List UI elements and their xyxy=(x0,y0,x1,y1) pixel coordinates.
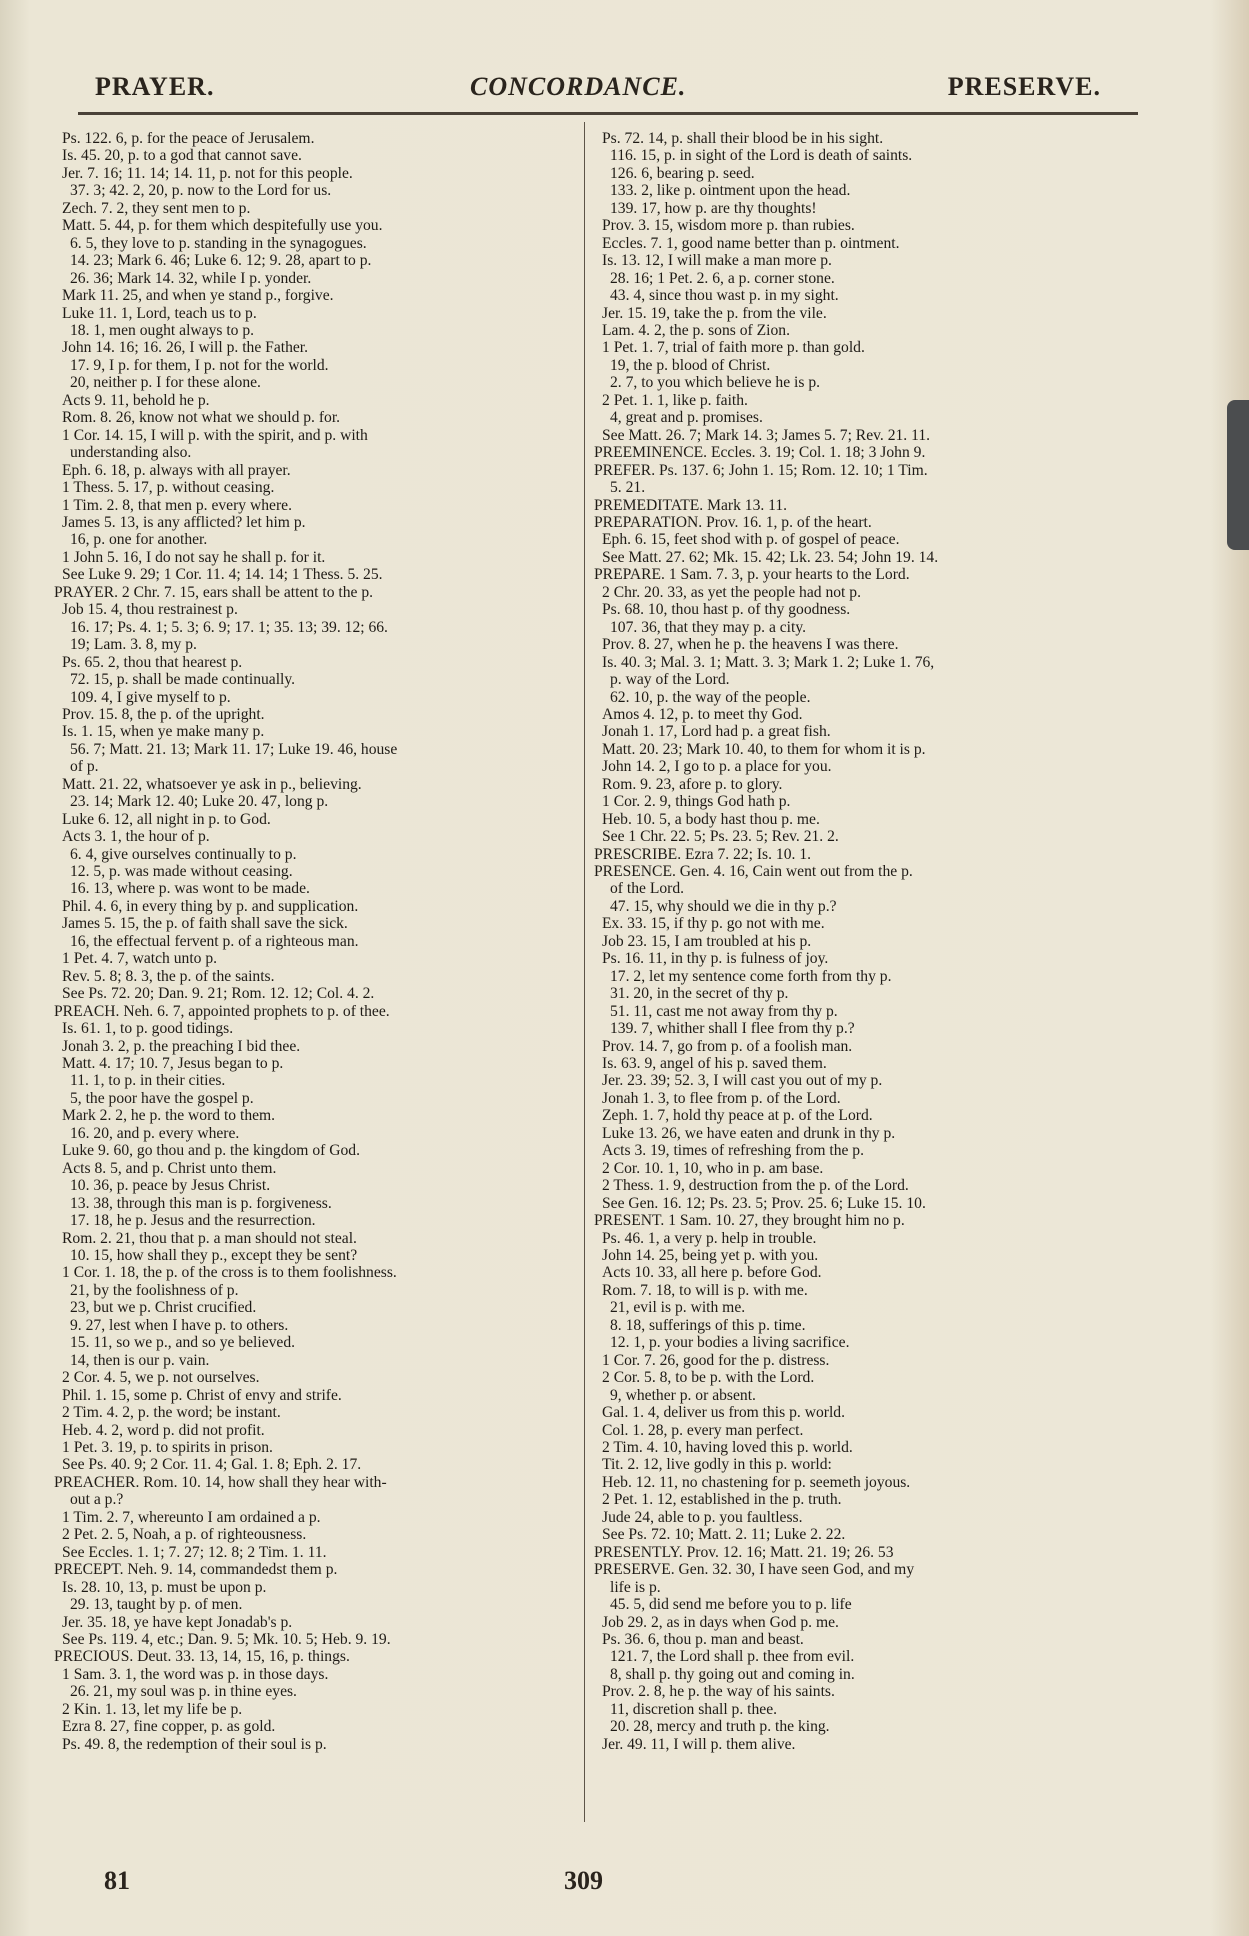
reference-line: 18. 1, men ought always to p. xyxy=(70,321,255,339)
reference-line: 26. 36; Mark 14. 32, while I p. yonder. xyxy=(70,269,312,287)
reference-line: 43. 4, since thou wast p. in my sight. xyxy=(610,287,839,305)
reference-line: Ex. 33. 15, if thy p. go not with me. xyxy=(602,915,825,933)
reference-line: 121. 7, the Lord shall p. thee from evil. xyxy=(610,1648,855,1666)
reference-line: Prov. 15. 8, the p. of the upright. xyxy=(62,705,265,723)
reference-line: See Matt. 26. 7; Mark 14. 3; James 5. 7; Rev. 21. 11. xyxy=(602,426,931,444)
reference-line: 8, shall p. thy going out and coming in. xyxy=(610,1665,855,1683)
reference-line: 1 Thess. 5. 17, p. without ceasing. xyxy=(62,479,275,497)
reference-line: understanding also. xyxy=(70,444,192,462)
reference-line: See Ps. 72. 20; Dan. 9. 21; Rom. 12. 12; Col. 4. 2. xyxy=(62,985,375,1003)
reference-line: 9. 27, lest when I have p. to others. xyxy=(70,1316,289,1334)
thumb-index-tab xyxy=(1227,400,1249,550)
reference-line: 8. 18, sufferings of this p. time. xyxy=(610,1316,806,1334)
reference-line: Jer. 15. 19, take the p. from the vile. xyxy=(602,304,827,322)
reference-line: 5, the poor have the gospel p. xyxy=(70,1089,254,1107)
reference-line: 20. 28, mercy and truth p. the king. xyxy=(610,1718,830,1736)
reference-line: Heb. 10. 5, a body hast thou p. me. xyxy=(602,810,820,828)
left-column xyxy=(54,130,564,1830)
reference-line: of the Lord. xyxy=(610,880,685,898)
reference-line: 1 John 5. 16, I do not say he shall p. for it. xyxy=(62,548,326,566)
reference-line: 19; Lam. 3. 8, my p. xyxy=(70,636,197,654)
headword-entry: PRECIOUS. Deut. 33. 13, 14, 15, 16, p. things. xyxy=(54,1648,350,1666)
reference-line: Jonah 1. 17, Lord had p. a great fish. xyxy=(602,723,831,741)
reference-line: 13. 38, through this man is p. forgiveness. xyxy=(70,1194,332,1212)
reference-line: John 14. 16; 16. 26, I will p. the Father. xyxy=(62,339,309,357)
reference-line: Phil. 1. 15, some p. Christ of envy and strife. xyxy=(62,1386,342,1404)
reference-line: 133. 2, like p. ointment upon the head. xyxy=(610,182,851,200)
reference-line: 15. 11, so we p., and so ye believed. xyxy=(70,1334,296,1352)
reference-line: Eccles. 7. 1, good name better than p. ointment. xyxy=(602,234,900,252)
reference-line: 31. 20, in the secret of thy p. xyxy=(610,985,789,1003)
reference-line: 1 Cor. 14. 15, I will p. with the spirit, and p. with xyxy=(62,426,368,444)
reference-line: Job 23. 15, I am troubled at his p. xyxy=(602,932,812,950)
reference-line: 16. 20, and p. every where. xyxy=(70,1124,240,1142)
reference-line: 6. 5, they love to p. standing in the synagogues. xyxy=(70,234,367,252)
reference-line: 51. 11, cast me not away from thy p. xyxy=(610,1002,838,1020)
reference-line: Is. 1. 15, when ye make many p. xyxy=(62,723,265,741)
reference-line: Is. 40. 3; Mal. 3. 1; Matt. 3. 3; Mark 1. 2; Luke 1. 76, xyxy=(602,653,935,671)
reference-line: Luke 13. 26, we have eaten and drunk in thy p. xyxy=(602,1124,896,1142)
reference-line: See Gen. 16. 12; Ps. 23. 5; Prov. 25. 6; Luke 15. 10. xyxy=(602,1194,926,1212)
reference-line: Is. 13. 12, I will make a man more p. xyxy=(602,252,832,270)
reference-line: 21, evil is p. with me. xyxy=(610,1299,746,1317)
header-left-guideword: PRAYER. xyxy=(95,72,215,101)
reference-line: 11. 1, to p. in their cities. xyxy=(70,1072,226,1090)
reference-line: See Luke 9. 29; 1 Cor. 11. 4; 14. 14; 1 Thess. 5. 25. xyxy=(62,566,383,584)
reference-line: 2. 7, to you which believe he is p. xyxy=(610,374,821,392)
reference-line: Lam. 4. 2, the p. sons of Zion. xyxy=(602,321,790,339)
reference-line: Rom. 8. 26, know not what we should p. for. xyxy=(62,409,341,427)
reference-line: Prov. 14. 7, go from p. of a foolish man. xyxy=(602,1037,853,1055)
reference-line: 12. 5, p. was made without ceasing. xyxy=(70,863,293,881)
reference-line: of p. xyxy=(70,758,99,776)
reference-line: 10. 36, p. peace by Jesus Christ. xyxy=(70,1177,271,1195)
reference-line: 14. 23; Mark 6. 46; Luke 6. 12; 9. 28, apart to p. xyxy=(70,252,372,270)
reference-line: 56. 7; Matt. 21. 13; Mark 11. 17; Luke 19. 46, house xyxy=(70,740,398,758)
reference-line: 45. 5, did send me before you to p. life xyxy=(610,1596,852,1614)
reference-line: 1 Sam. 3. 1, the word was p. in those days. xyxy=(62,1665,329,1683)
signature-number: 81 xyxy=(104,1866,130,1895)
reference-line: 47. 15, why should we die in thy p.? xyxy=(610,897,837,915)
reference-line: Matt. 20. 23; Mark 10. 40, to them for whom it is p. xyxy=(602,740,926,758)
reference-line: 1 Tim. 2. 7, whereunto I am ordained a p. xyxy=(62,1508,321,1526)
reference-line: 2 Cor. 10. 1, 10, who in p. am base. xyxy=(602,1159,824,1177)
reference-line: 2 Kin. 1. 13, let my life be p. xyxy=(62,1700,243,1718)
reference-line: 2 Cor. 4. 5, we p. not ourselves. xyxy=(62,1369,260,1387)
reference-line: 1 Cor. 7. 26, good for the p. distress. xyxy=(602,1351,830,1369)
reference-line: Prov. 8. 27, when he p. the heavens I was there. xyxy=(602,636,899,654)
reference-line: Is. 63. 9, angel of his p. saved them. xyxy=(602,1055,827,1073)
reference-line: Jonah 3. 2, p. the preaching I bid thee. xyxy=(62,1037,301,1055)
reference-line: 16. 17; Ps. 4. 1; 5. 3; 6. 9; 17. 1; 35. 13; 39. 12; 66. xyxy=(70,618,388,636)
reference-line: 2 Thess. 1. 9, destruction from the p. of the Lord. xyxy=(602,1177,909,1195)
reference-line: Acts 10. 33, all here p. before God. xyxy=(602,1264,822,1282)
reference-line: Acts 3. 1, the hour of p. xyxy=(62,828,210,846)
reference-line: Is. 28. 10, 13, p. must be upon p. xyxy=(62,1578,267,1596)
reference-line: 2 Tim. 4. 2, p. the word; be instant. xyxy=(62,1404,281,1422)
reference-line: p. way of the Lord. xyxy=(610,671,730,689)
reference-line: See Matt. 27. 62; Mk. 15. 42; Lk. 23. 54; John 19. 14. xyxy=(602,548,939,566)
reference-line: Ps. 16. 11, in thy p. is fulness of joy. xyxy=(602,950,829,968)
reference-line: 1 Pet. 1. 7, trial of faith more p. than gold. xyxy=(602,339,865,357)
reference-line: See 1 Chr. 22. 5; Ps. 23. 5; Rev. 21. 2. xyxy=(602,828,839,846)
reference-line: Rom. 7. 18, to will is p. with me. xyxy=(602,1281,808,1299)
reference-line: See Ps. 40. 9; 2 Cor. 11. 4; Gal. 1. 8; Eph. 2. 17. xyxy=(62,1456,362,1474)
reference-line: 1 Pet. 3. 19, p. to spirits in prison. xyxy=(62,1438,273,1456)
headword-entry: PRAYER. 2 Chr. 7. 15, ears shall be attent to the p. xyxy=(54,583,374,601)
reference-line: Eph. 6. 15, feet shod with p. of gospel of peace. xyxy=(602,531,900,549)
reference-line: Luke 6. 12, all night in p. to God. xyxy=(62,810,271,828)
headword-entry: PRESENT. 1 Sam. 10. 27, they brought him no p. xyxy=(594,1212,905,1230)
reference-line: Job 15. 4, thou restrainest p. xyxy=(62,601,238,619)
reference-line: 11, discretion shall p. thee. xyxy=(610,1700,778,1718)
reference-line: Amos 4. 12, p. to meet thy God. xyxy=(602,705,803,723)
reference-line: Zeph. 1. 7, hold thy peace at p. of the Lord. xyxy=(602,1107,873,1125)
headword-entry: PRESCRIBE. Ezra 7. 22; Is. 10. 1. xyxy=(594,845,812,863)
header-right-guideword: PRESERVE. xyxy=(947,72,1101,101)
reference-line: Zech. 7. 2, they sent men to p. xyxy=(62,199,251,217)
reference-line: 21, by the foolishness of p. xyxy=(70,1281,239,1299)
reference-line: 9, whether p. or absent. xyxy=(610,1386,756,1404)
headword-entry: PREFER. Ps. 137. 6; John 1. 15; Rom. 12. 10; 1 Tim. xyxy=(594,461,928,479)
reference-line: See Ps. 119. 4, etc.; Dan. 9. 5; Mk. 10. 5; Heb. 9. 19. xyxy=(62,1630,391,1648)
reference-line: Ps. 65. 2, thou that hearest p. xyxy=(62,653,243,671)
reference-line: 28. 16; 1 Pet. 2. 6, a p. corner stone. xyxy=(610,269,835,287)
running-header xyxy=(0,72,1249,112)
reference-line: Acts 9. 11, behold he p. xyxy=(62,391,210,409)
reference-line: 109. 4, I give myself to p. xyxy=(70,688,231,706)
reference-line: 1 Pet. 4. 7, watch unto p. xyxy=(62,950,218,968)
reference-line: 26. 21, my soul was p. in thine eyes. xyxy=(70,1683,297,1701)
reference-line: Jer. 35. 18, ye have kept Jonadab's p. xyxy=(62,1613,293,1631)
reference-line: 37. 3; 42. 2, 20, p. now to the Lord for us. xyxy=(70,182,332,200)
reference-line: 1 Cor. 2. 9, things God hath p. xyxy=(602,793,791,811)
reference-line: 29. 13, taught by p. of men. xyxy=(70,1596,243,1614)
reference-line: Jer. 23. 39; 52. 3, I will cast you out of my p. xyxy=(602,1072,883,1090)
headword-entry: PRECEPT. Neh. 9. 14, commandedst them p. xyxy=(54,1561,338,1579)
headword-entry: PREEMINENCE. Eccles. 3. 19; Col. 1. 18; 3 John 9. xyxy=(594,444,926,462)
header-rule xyxy=(78,112,1138,115)
headword-entry: PRESERVE. Gen. 32. 30, I have seen God, and my xyxy=(594,1561,915,1579)
reference-line: 107. 36, that they may p. a city. xyxy=(610,618,807,636)
reference-line: 20, neither p. I for these alone. xyxy=(70,374,261,392)
reference-line: 5. 21. xyxy=(610,479,646,497)
reference-line: out a p.? xyxy=(70,1491,124,1509)
reference-line: Matt. 5. 44, p. for them which despitefully use you. xyxy=(62,217,383,235)
reference-line: James 5. 15, the p. of faith shall save the sick. xyxy=(62,915,348,933)
reference-line: 139. 17, how p. are thy thoughts! xyxy=(610,199,817,217)
reference-line: Ezra 8. 27, fine copper, p. as gold. xyxy=(62,1718,276,1736)
reference-line: Jonah 1. 3, to flee from p. of the Lord. xyxy=(602,1089,841,1107)
reference-line: 2 Pet. 1. 1, like p. faith. xyxy=(602,391,748,409)
reference-line: Jer. 7. 16; 11. 14; 14. 11, p. not for this people. xyxy=(62,164,353,182)
reference-line: 17. 9, I p. for them, I p. not for the world. xyxy=(70,356,329,374)
headword-entry: PREPARE. 1 Sam. 7. 3, p. your hearts to the Lord. xyxy=(594,566,910,584)
reference-line: Jer. 49. 11, I will p. them alive. xyxy=(602,1735,796,1753)
reference-line: Gal. 1. 4, deliver us from this p. world. xyxy=(602,1404,845,1422)
reference-line: Prov. 3. 15, wisdom more p. than rubies. xyxy=(602,217,855,235)
reference-line: Luke 9. 60, go thou and p. the kingdom of God. xyxy=(62,1142,360,1160)
reference-line: 2 Cor. 5. 8, to be p. with the Lord. xyxy=(602,1369,815,1387)
reference-line: 6. 4, give ourselves continually to p. xyxy=(70,845,297,863)
headword-entry: PREPARATION. Prov. 16. 1, p. of the heart. xyxy=(594,513,872,531)
reference-line: life is p. xyxy=(610,1578,661,1596)
reference-line: 16, the effectual fervent p. of a righteous man. xyxy=(70,932,359,950)
reference-line: 23. 14; Mark 12. 40; Luke 20. 47, long p. xyxy=(70,793,329,811)
reference-line: Eph. 6. 18, p. always with all prayer. xyxy=(62,461,291,479)
reference-line: 126. 6, bearing p. seed. xyxy=(610,164,755,182)
reference-line: Ps. 36. 6, thou p. man and beast. xyxy=(602,1630,804,1648)
reference-line: Ps. 49. 8, the redemption of their soul is p. xyxy=(62,1735,327,1753)
reference-line: Ps. 72. 14, p. shall their blood be in his sight. xyxy=(602,130,884,147)
reference-line: Acts 3. 19, times of refreshing from the p. xyxy=(602,1142,865,1160)
reference-line: 2 Chr. 20. 33, as yet the people had not p. xyxy=(602,583,861,601)
reference-line: 139. 7, whither shall I flee from thy p.? xyxy=(610,1020,855,1038)
reference-line: Prov. 2. 8, he p. the way of his saints. xyxy=(602,1683,835,1701)
reference-line: 14, then is our p. vain. xyxy=(70,1351,210,1369)
reference-line: 1 Cor. 1. 18, the p. of the cross is to them foolishness. xyxy=(62,1264,397,1282)
page-number: 309 xyxy=(564,1866,603,1895)
reference-line: Matt. 4. 17; 10. 7, Jesus began to p. xyxy=(62,1055,284,1073)
reference-line: Luke 11. 1, Lord, teach us to p. xyxy=(62,304,257,322)
reference-line: Ps. 122. 6, p. for the peace of Jerusalem. xyxy=(62,130,315,147)
reference-line: Is. 61. 1, to p. good tidings. xyxy=(62,1020,234,1038)
reference-line: Rom. 2. 21, thou that p. a man should not steal. xyxy=(62,1229,357,1247)
reference-line: Col. 1. 28, p. every man perfect. xyxy=(602,1421,804,1439)
headword-entry: PRESENTLY. Prov. 12. 16; Matt. 21. 19; 26. 53 xyxy=(594,1543,894,1561)
reference-line: Acts 8. 5, and p. Christ unto them. xyxy=(62,1159,277,1177)
headword-entry: PREACHER. Rom. 10. 14, how shall they hear with- xyxy=(54,1473,387,1491)
reference-line: 72. 15, p. shall be made continually. xyxy=(70,671,296,689)
reference-line: 2 Pet. 1. 12, established in the p. truth. xyxy=(602,1491,842,1509)
reference-line: Ps. 68. 10, thou hast p. of thy goodness. xyxy=(602,601,851,619)
reference-line: See Eccles. 1. 1; 7. 27; 12. 8; 2 Tim. 1. 11. xyxy=(62,1543,327,1561)
reference-line: Tit. 2. 12, live godly in this p. world: xyxy=(602,1456,832,1474)
reference-line: 1 Tim. 2. 8, that men p. every where. xyxy=(62,496,292,514)
reference-line: 2 Tim. 4. 10, having loved this p. world. xyxy=(602,1438,853,1456)
reference-line: John 14. 2, I go to p. a place for you. xyxy=(602,758,832,776)
reference-line: 23, but we p. Christ crucified. xyxy=(70,1299,257,1317)
reference-line: 17. 2, let my sentence come forth from thy p. xyxy=(610,967,892,985)
reference-line: John 14. 25, being yet p. with you. xyxy=(602,1247,819,1264)
reference-line: 2 Pet. 2. 5, Noah, a p. of righteousness. xyxy=(62,1526,307,1544)
reference-line: 4, great and p. promises. xyxy=(610,409,763,427)
reference-line: 16, p. one for another. xyxy=(70,531,208,549)
reference-line: Heb. 4. 2, word p. did not profit. xyxy=(62,1421,265,1439)
reference-line: Mark 11. 25, and when ye stand p., forgive. xyxy=(62,287,334,305)
reference-line: 10. 15, how shall they p., except they be sent? xyxy=(70,1247,358,1264)
reference-line: Phil. 4. 6, in every thing by p. and supplication. xyxy=(62,897,359,915)
headword-entry: PREMEDITATE. Mark 13. 11. xyxy=(594,496,788,514)
reference-line: Heb. 12. 11, no chastening for p. seemeth joyous. xyxy=(602,1473,911,1491)
column-divider xyxy=(584,122,585,1822)
reference-line: 19, the p. blood of Christ. xyxy=(610,356,771,374)
reference-line: Job 29. 2, as in days when God p. me. xyxy=(602,1613,839,1631)
reference-line: 12. 1, p. your bodies a living sacrifice. xyxy=(610,1334,850,1352)
reference-line: 116. 15, p. in sight of the Lord is death of saints. xyxy=(610,147,913,165)
reference-line: Rev. 5. 8; 8. 3, the p. of the saints. xyxy=(62,967,275,985)
reference-line: Matt. 21. 22, whatsoever ye ask in p., believing. xyxy=(62,775,362,793)
reference-line: Ps. 46. 1, a very p. help in trouble. xyxy=(602,1229,817,1247)
reference-line: Mark 2. 2, he p. the word to them. xyxy=(62,1107,276,1125)
headword-entry: PREACH. Neh. 6. 7, appointed prophets to p. of thee. xyxy=(54,1002,390,1020)
reference-line: James 5. 13, is any afflicted? let him p. xyxy=(62,513,306,531)
reference-line: Is. 45. 20, p. to a god that cannot save. xyxy=(62,147,302,165)
reference-line: See Ps. 72. 10; Matt. 2. 11; Luke 2. 22. xyxy=(602,1526,846,1544)
reference-line: 16. 13, where p. was wont to be made. xyxy=(70,880,310,898)
reference-line: 17. 18, he p. Jesus and the resurrection. xyxy=(70,1212,316,1230)
reference-line: Rom. 9. 23, afore p. to glory. xyxy=(602,775,783,793)
header-title: CONCORDANCE. xyxy=(470,72,687,101)
reference-line: Jude 24, able to p. you faultless. xyxy=(602,1508,803,1526)
right-column xyxy=(594,130,1104,1830)
headword-entry: PRESENCE. Gen. 4. 16, Cain went out from the p. xyxy=(594,863,913,881)
reference-line: 62. 10, p. the way of the people. xyxy=(610,688,811,706)
